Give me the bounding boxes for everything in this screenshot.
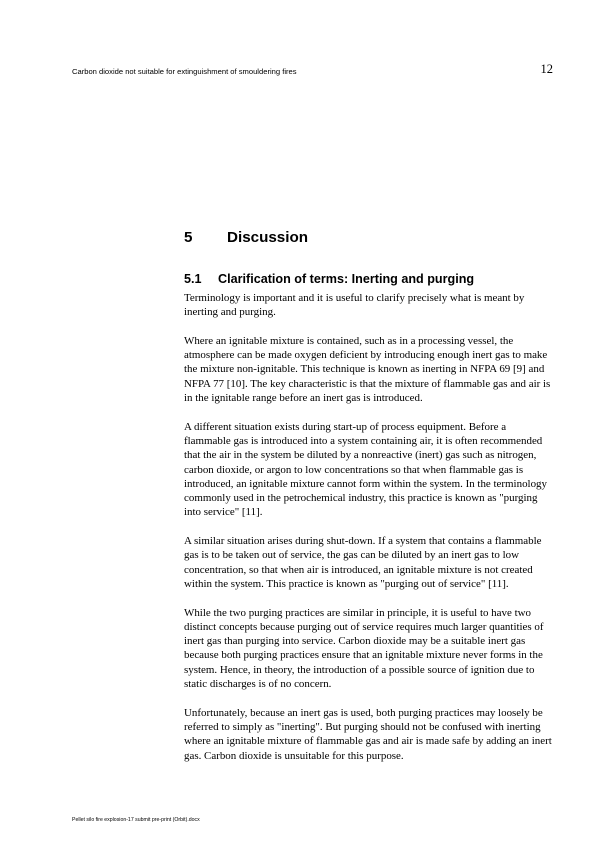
section-title: Discussion — [227, 229, 309, 246]
paragraph-purging-comparison: While the two purging practices are similar in principle, it is useful to have two distinct concepts because purging out of service requires much larger quantities of inert gas than purging into service. Carbon dioxide may be a suitable inert gas because both purging practices ensure that an ignitable mixture never forms in the system. Hence, in theory, the introduction of a possible source of ignition due to static discharges is of no concern. — [184, 606, 544, 691]
paragraph-inerting: Where an ignitable mixture is contained, such as in a processing vessel, the atmosphere can be made oxygen deficient by introducing enough inert gas to make the mixture non-ignitable. This technique is known as inerting in NFPA 69 [9] and NFPA 77 [10]. The key characteristic is that the mixture of flammable gas and air is in the ignitable range before an inert gas is introduced. — [184, 334, 551, 405]
document-body — [184, 226, 554, 777]
running-header: Carbon dioxide not suitable for extinguishment of smouldering fires — [72, 67, 297, 76]
paragraph-terminology: Terminology is important and it is useful to clarify precisely what is meant by inerting and purging. — [184, 292, 525, 319]
subsection-number: 5.1 — [184, 272, 202, 286]
subsection-heading — [184, 270, 554, 288]
paragraph-conclusion: Unfortunately, because an inert gas is used, both purging practices may loosely be referred to simply as "inerting". But purging should not be confused with inerting where an ignitable mixture of flammable gas and air is made safe by adding an inert gas. Carbon dioxide is unsuitable for this purpose. — [184, 706, 552, 762]
paragraph-purging-out-of-service: A similar situation arises during shut-down. If a system that contains a flammable gas is to be taken out of service, the gas can be diluted by an inert gas to low concentration, so that when air is introduced, an ignitable mixture is not created within the system. This practice is known as "purging out of service" [11]. — [184, 535, 542, 590]
section-number: 5 — [184, 229, 193, 246]
section-heading — [184, 226, 554, 250]
subsection-title: Clarification of terms: Inerting and purging — [218, 272, 475, 286]
running-footer: Pellet silo fire explosion-17 submit pre-print (Orbit).docx — [72, 817, 200, 823]
paragraph-purging-into-service: A different situation exists during start-up of process equipment. Before a flammable gas is introduced into a system containing air, it is often recommended that the air in the system be diluted by a nonreactive (inert) gas such as nitrogen, carbon dioxide, or argon to low concentrations so that when flammable gas is introduced, an ignitable mixture cannot form within the system. In the terminology commonly used in the petrochemical industry, this practice is known as "purging into service" [11]. — [184, 420, 547, 519]
page-number: 12 — [540, 62, 553, 76]
